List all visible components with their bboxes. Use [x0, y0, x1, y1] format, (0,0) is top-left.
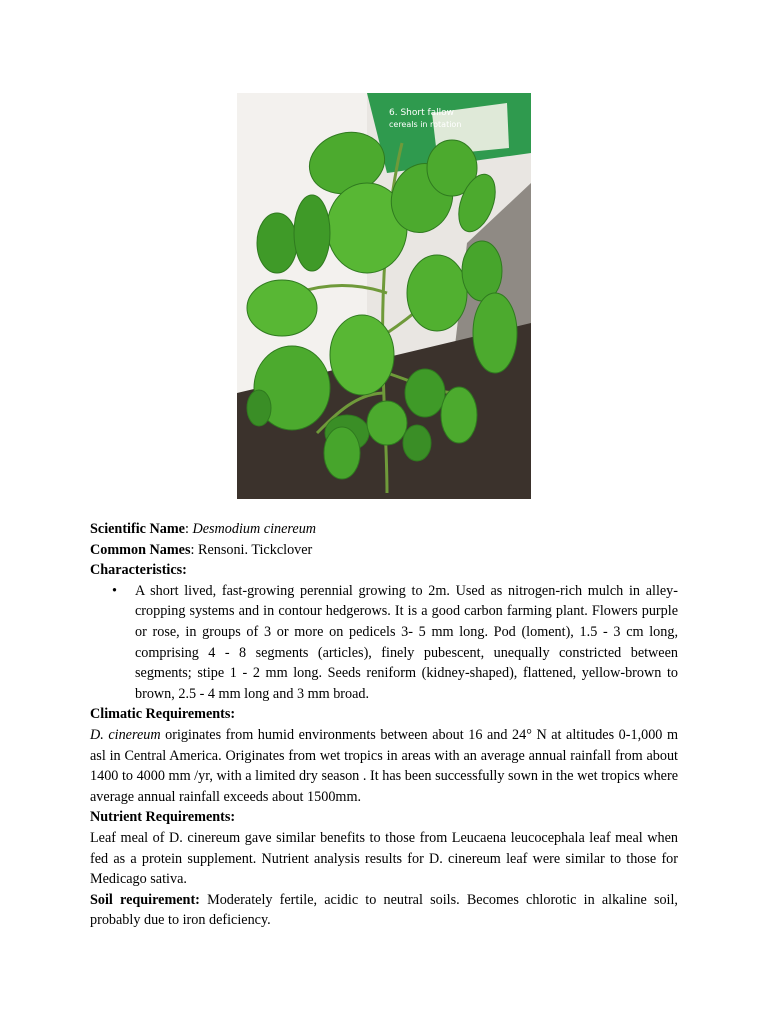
common-names-value: Rensoni. Tickclover	[197, 541, 313, 558]
nutrient-paragraph: Leaf meal of D. cinereum gave similar benefits to those from Leucaena leucocephala leaf meal when fed as a protein supplement. Nutrient analysis results for D. cinereum leaf were similar to those for Medicago sativa.	[90, 829, 678, 888]
characteristics-text: A short lived, fast-growing perennial growing to 2m. Used as nitrogen-rich mulch in alley-cropping systems and in contour hedgerows. It is a good carbon farming plant. Flowers purple or rose, in groups of 3 or more on pedicels 3- 5 mm long. Pod (loment), 1.5 - 3 cm long, comprising 4 - 8 segments (articles), finely pubescent, unequally constricted between segments; stipe 1 - 2 mm long. Seeds reniform (kidney-shaped), flattened, yellow-brown to brown, 2.5 - 4 mm long and 3 mm broad.	[135, 582, 678, 702]
climatic-species: D. cinereum	[90, 726, 161, 743]
scientific-name-label: Scientific Name	[90, 521, 185, 537]
common-names-label: Common Names	[90, 541, 191, 558]
sign-text-2: cereals in rotation	[389, 120, 462, 129]
scientific-name-value: Desmodium cinereum	[192, 521, 317, 537]
separator: :	[184, 521, 193, 537]
soil-text: Moderately fertile, acidic to neutral soils. Becomes chlorotic in alkaline soil, probably due to iron deficiency.	[90, 891, 678, 929]
scientific-name-line	[90, 519, 678, 540]
characteristics-heading-text: Characteristics:	[90, 562, 187, 579]
soil-label: Soil requirement:	[90, 891, 200, 908]
document-body	[90, 519, 678, 931]
climatic-paragraph	[90, 725, 678, 807]
climatic-heading	[90, 704, 678, 725]
bullet-icon: •	[112, 582, 117, 599]
separator: :	[190, 541, 198, 558]
nutrient-heading	[90, 807, 678, 828]
soil-paragraph	[90, 890, 678, 931]
nutrient-heading-text: Nutrient Requirements:	[90, 809, 236, 826]
plant-photo	[237, 93, 531, 499]
sign-text: 6. Short fallow	[389, 108, 455, 118]
characteristics-list	[90, 581, 678, 705]
list-item	[112, 581, 678, 705]
common-names-line	[90, 540, 678, 561]
characteristics-heading	[90, 560, 678, 581]
climatic-heading-text: Climatic Requirements:	[90, 706, 236, 723]
climatic-text: originates from humid environments between about 16 and 24° N at altitudes 0-1,000 m asl in Central America. Originates from wet tropics in areas with an average annual rainfall from about 1400 to 4000 mm /yr, with a limited dry season . It has been successfully sown in the wet tropics where average annual rainfall exceeds about 1500mm.	[90, 726, 678, 805]
